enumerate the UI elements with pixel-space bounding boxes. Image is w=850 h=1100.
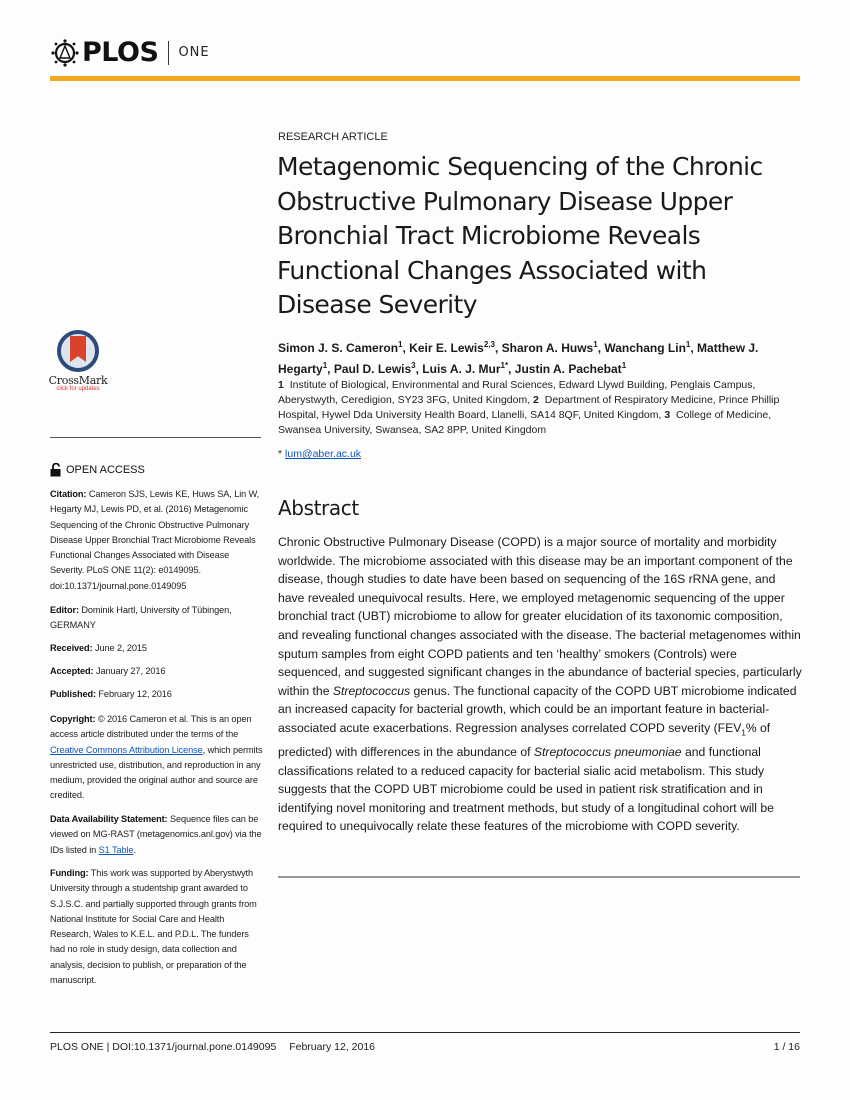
author[interactable]: Simon J. S. Cameron$^1$ [278,340,403,355]
affiliation-text: Institute of Biological, Environmental and Rural Sciences, Edward Llywd Building, Penglais Campus, Aberystwyth, Ceredigion, SY23 3FG, United Kingdom, [278,379,756,406]
logo-divider [168,41,169,65]
affiliation-text: College of Medicine, Swansea University, Swansea, SA2 8PP, United Kingdom [278,409,772,436]
data-availability-label: Data Availability Statement: [50,814,168,824]
editor-text: Dominik Hartl, University of Tübingen, GERMANY [50,605,232,631]
article-type: RESEARCH ARTICLE [278,131,388,143]
abstract-text: Chronic Obstructive Pulmonary Disease (COPD) is a major source of mortality and morbidity worldwide. The microbiome associated with this disease may be an important component of the disease, though studies to date have been based on sequencing of the 16S rRNA gene, and have revealed unequivocal results. Here, we employed metagenomic sequencing of the upper bronchial tract (UBT) microbiome to allow for greater elucidation of its taxonomic composition, and revealing functional changes associated with the disease. The bacterial metagenomes within sputum samples from eight COPD patients and ten ‘healthy’ smokers (Controls) were sequenced, and suggested significant changes in the abundance of bacterial species, particularly within the Streptococcus genus. The functional capacity of the COPD UBT microbiome indicated an increased capacity for bacterial growth, which could be an important feature in bacterial-associated acute exacerbations. Regression analyses correlated COPD severity ($FEV_1\%$ of predicted) with differences in the abundance of Streptococcus pneumoniae and functional classifications related to a reduced capacity for bacterial sialic acid metabolism. This study suggests that the COPD UBT microbiome could be used in patient risk stratification and in identifying novel monitoring and treatment methods, but study of a longitudinal cohort will be required to unequivocally relate these features of the microbiome with COPD severity. [278,535,802,834]
accepted-block [50,664,265,679]
affiliation-text: Department of Respiratory Medicine, Prince Phillip Hospital, Hywel Dda University Health Board, Llanelli, SA14 8QF, United Kingdom, [278,394,780,421]
header-accent-bar [50,76,800,81]
funding-label: Funding: [50,868,89,878]
published-date: February 12, 2016 [98,689,172,699]
affiliation-number: 2 [533,394,539,406]
author[interactable]: Matthew J. Hegarty$^1$ [278,341,759,376]
article-title: Metagenomic Sequencing of the Chronic Obstructive Pulmonary Disease Upper Bronchial Tract Microbiome Reveals Functional Changes Associated with Disease Severity [277,152,763,319]
logo-plos-text: PLOS [82,37,159,68]
footer-journal-doi: PLOS ONE | DOI:10.1371/journal.pone.0149095 [50,1041,277,1053]
crossmark-badge[interactable] [48,330,108,392]
citation-block [50,487,265,594]
affiliation-number: 3 [664,409,671,421]
author[interactable]: Keir E. Lewis$^{2,3}$ [409,340,495,355]
footer-citation [50,1041,375,1053]
accepted-label: Accepted: [50,666,94,676]
plos-globe-icon [50,38,80,68]
editor-block [50,603,265,634]
citation-text: Cameron SJS, Lewis KE, Huws SA, Lin W, Hegarty MJ, Lewis PD, et al. (2016) Metagenomic Sequencing of the Chronic Obstructive Pulmonary Disease Upper Bronchial Tract Microbiome Reveals Functional Changes Associated with Disease Severity. PLoS ONE 11(2): e0149095. doi:10.1371/journal.pone.0149095 [50,489,260,591]
accepted-date: January 27, 2016 [95,666,166,676]
sidebar-divider [50,437,261,438]
logo-journal-text: ONE [178,45,210,60]
open-access-label: OPEN ACCESS [66,464,145,476]
corresponding-email-link[interactable]: lum@aber.ac.uk [285,448,362,460]
author[interactable]: Paul D. Lewis$^3$ [333,361,416,376]
data-availability-end: . [133,844,136,855]
crossmark-label: CrossMark [48,374,108,387]
author[interactable]: Wanchang Lin$^1$ [604,340,691,355]
abstract-divider [278,876,800,878]
author-list: Simon J. S. Cameron$^1$, Keir E. Lewis$^{2,3}$, Sharon A. Huws$^1$, Wanchang Lin$^1$, Matthew J. Hegarty$^1$, Paul D. Lewis$^3$, Luis A. J. Mur$^{1*}$, Justin A. Pachebat$^1$ [278,340,759,376]
footer-divider [50,1032,800,1033]
data-availability-block [50,812,265,858]
published-block [50,687,265,702]
affiliations [278,378,803,438]
footer-date: February 12, 2016 [289,1041,376,1053]
plos-one-logo[interactable] [50,37,210,68]
cc-license-link[interactable]: Creative Commons Attribution License [50,744,203,755]
funding-text: This work was supported by Aberystwyth University through a studentship grant awarded to S.J.S.C. and partially supported through grants from National Institute for Social Care and Health Research, Wales to K.E.L. and P.D.L. The funders had no role in study design, data collection and analysis, decision to publish, or preparation of the manuscript. [50,868,257,986]
corresponding-marker: * [278,448,283,460]
received-label: Received: [50,643,93,653]
s1-table-link[interactable]: S1 Table [98,844,134,855]
received-block [50,641,265,656]
page-number: 1 / 16 [773,1041,800,1053]
copyright-text-post: , which permits unrestricted use, distribution, and reproduction in any medium, provided the original author and source are credited. [50,744,263,801]
citation-label: Citation: [50,489,87,499]
corresponding-author [278,448,361,460]
author[interactable]: Sharon A. Huws$^1$ [501,340,598,355]
abstract-heading: Abstract [278,496,359,520]
published-label: Published: [50,689,96,699]
crossmark-sublabel: click for updates [56,386,100,392]
editor-label: Editor: [50,605,79,615]
crossmark-icon [57,330,99,372]
author[interactable]: Justin A. Pachebat$^1$ [514,361,627,376]
open-access-badge [50,463,145,477]
data-availability-text: Sequence files can be viewed on MG-RAST (metagenomics.anl.gov) via the IDs listed in [50,814,262,855]
author[interactable]: Luis A. J. Mur$^{1*}$ [422,361,509,376]
funding-block [50,866,265,988]
copyright-text-pre: © 2016 Cameron et al. This is an open access article distributed under the terms of the [50,714,252,740]
received-date: June 2, 2015 [94,643,147,653]
copyright-label: Copyright: [50,714,96,724]
affiliation-number: 1 [278,379,284,391]
copyright-block [50,712,265,804]
open-lock-icon [50,463,62,477]
